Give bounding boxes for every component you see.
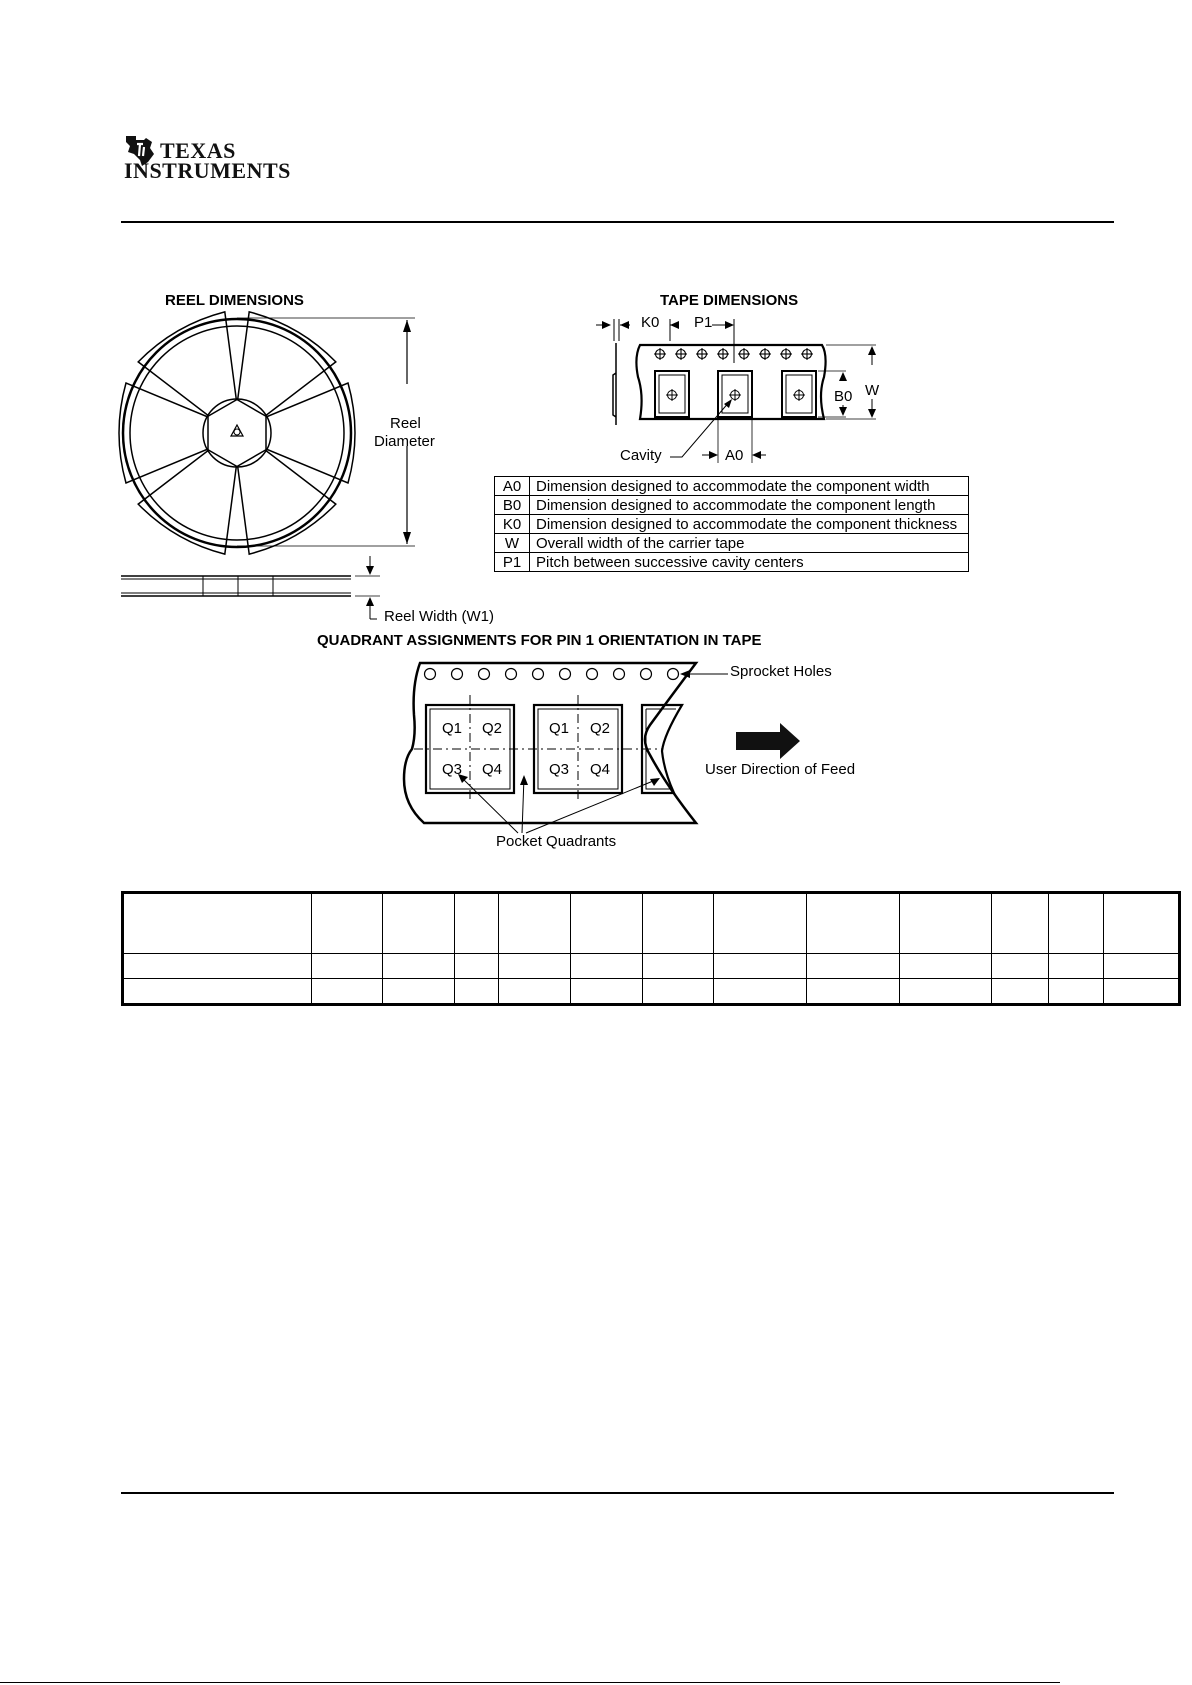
q2-label-b: Q2 (590, 720, 611, 737)
q1-label-a: Q1 (442, 720, 463, 737)
tape-cavity-label: Cavity (620, 447, 662, 464)
legend-code: W (495, 534, 530, 553)
table-cell (900, 954, 992, 979)
table-cell (643, 954, 714, 979)
legend-desc: Overall width of the carrier tape (530, 534, 969, 553)
table-cell (1104, 954, 1180, 979)
reel-diameter-label-2: Diameter (374, 433, 435, 450)
table-cell (1049, 954, 1104, 979)
tape-p1-label: P1 (694, 314, 713, 331)
legend-desc: Pitch between successive cavity centers (530, 553, 969, 572)
table-cell (714, 979, 807, 1005)
reel-diameter-label-1: Reel (390, 415, 421, 432)
table-cell (807, 979, 900, 1005)
table-header-row (123, 893, 1180, 954)
table-row (123, 979, 1180, 1005)
legend-code: A0 (495, 477, 530, 496)
legend-code: B0 (495, 496, 530, 515)
table-header-cell (992, 893, 1049, 954)
table-cell (807, 954, 900, 979)
table-cell (312, 954, 383, 979)
table-row (123, 954, 1180, 979)
tape-dimension-legend (494, 476, 969, 572)
legend-row (495, 477, 969, 496)
table-cell (1049, 979, 1104, 1005)
legend-desc: Dimension designed to accommodate the component thickness (530, 515, 969, 534)
table-cell (383, 954, 455, 979)
legend-row (495, 496, 969, 515)
table-cell (123, 954, 312, 979)
table-header-cell (1049, 893, 1104, 954)
table-cell (383, 979, 455, 1005)
logo-line-instruments (124, 160, 291, 182)
q3-label-a: Q3 (442, 761, 463, 778)
table-cell (499, 979, 571, 1005)
legend-code: P1 (495, 553, 530, 572)
table-header-cell (900, 893, 992, 954)
quadrant-title: QUADRANT ASSIGNMENTS FOR PIN 1 ORIENTATION IN TAPE (317, 632, 762, 649)
legend-desc: Dimension designed to accommodate the component width (530, 477, 969, 496)
bottom-rule (0, 1682, 1060, 1683)
table-header-cell (714, 893, 807, 954)
table-cell (992, 954, 1049, 979)
table-header-cell (1104, 893, 1180, 954)
table-cell (643, 979, 714, 1005)
logo-line2: INSTRUMENTS (124, 158, 291, 183)
table-cell (714, 954, 807, 979)
feed-direction-label: User Direction of Feed (705, 761, 856, 778)
pocket-quadrants-label: Pocket Quadrants (496, 833, 617, 850)
table-header-cell (312, 893, 383, 954)
legend-row (495, 534, 969, 553)
table-cell (900, 979, 992, 1005)
q2-label-a: Q2 (482, 720, 503, 737)
table-cell (455, 979, 499, 1005)
q4-label-b: Q4 (590, 761, 611, 778)
table-cell (571, 979, 643, 1005)
tape-k0-label: K0 (641, 314, 660, 331)
reel-width-label: Reel Width (W1) (384, 608, 495, 625)
reel-dimensions-title: REEL DIMENSIONS (165, 292, 304, 309)
table-cell (123, 979, 312, 1005)
table-cell (1104, 979, 1180, 1005)
q3-label-b: Q3 (549, 761, 570, 778)
table-header-cell (643, 893, 714, 954)
q4-label-a: Q4 (482, 761, 503, 778)
header-rule (121, 221, 1114, 223)
tape-b0-label: B0 (834, 388, 853, 405)
table-cell (571, 954, 643, 979)
legend-row (495, 553, 969, 572)
reel-side-view (115, 553, 385, 623)
table-header-cell (383, 893, 455, 954)
table-cell (992, 979, 1049, 1005)
legend-row (495, 515, 969, 534)
table-header-cell (807, 893, 900, 954)
legend-desc: Dimension designed to accommodate the component length (530, 496, 969, 515)
q1-label-b: Q1 (549, 720, 570, 737)
table-cell (455, 954, 499, 979)
table-cell (499, 954, 571, 979)
table-header-cell (571, 893, 643, 954)
sprocket-holes-label: Sprocket Holes (730, 663, 832, 680)
tape-dimensions-title: TAPE DIMENSIONS (660, 292, 799, 309)
table-header-cell (499, 893, 571, 954)
table-cell (312, 979, 383, 1005)
table-header-cell (123, 893, 312, 954)
legend-code: K0 (495, 515, 530, 534)
logo-line1: TEXAS (160, 138, 236, 163)
tape-a0-label: A0 (725, 447, 744, 464)
tape-reel-data-table (121, 891, 1181, 1006)
quadrant-diagram (400, 655, 900, 835)
footer-rule (121, 1492, 1114, 1494)
tape-w-label: W (865, 382, 880, 399)
table-header-cell (455, 893, 499, 954)
